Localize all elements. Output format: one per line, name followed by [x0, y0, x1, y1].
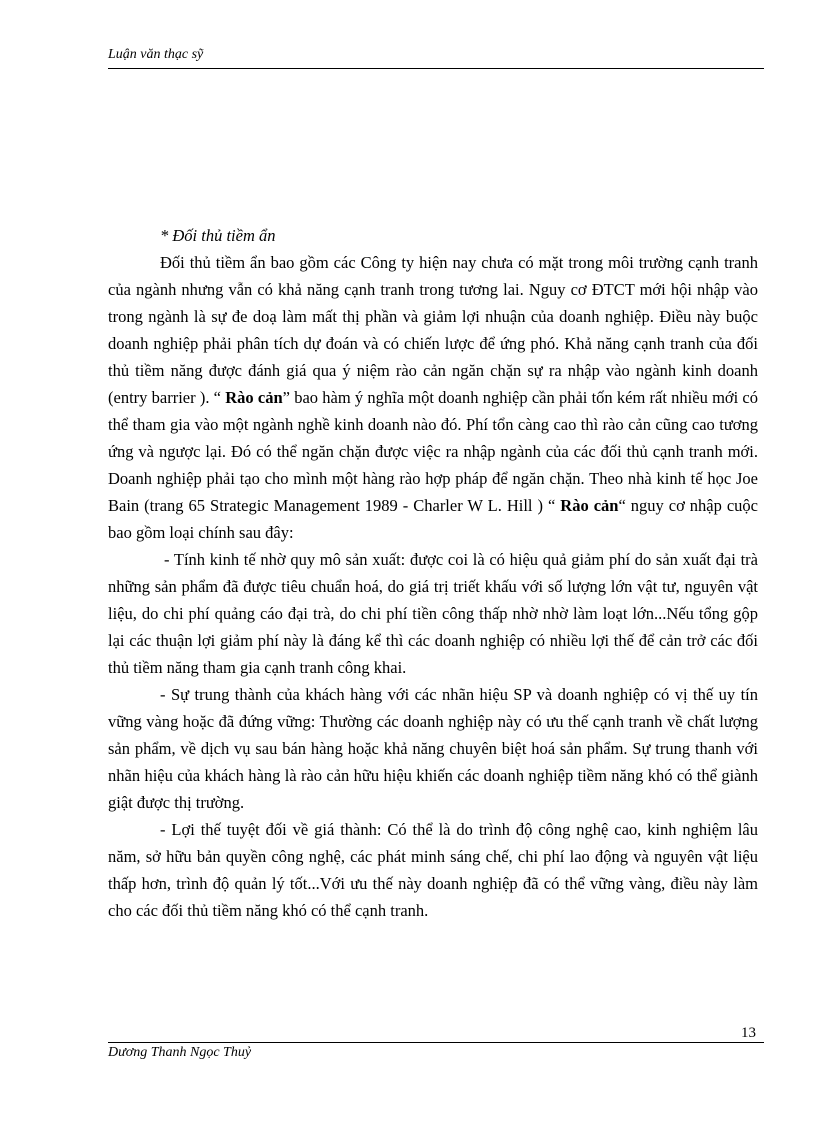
- page-number: 13: [741, 1025, 756, 1041]
- page-content: [108, 222, 758, 924]
- section-heading: * Đối thủ tiềm ẩn: [160, 226, 276, 245]
- paragraph-text: “ nguy cơ nhập cuộc bao gồm loại chính sau đây:: [108, 496, 758, 542]
- bullet-economies-of-scale: - Tính kinh tế nhờ quy mô sản xuất: được coi là có hiệu quả giảm phí do sản xuất đại trà những sản phẩm đã được tiêu chuẩn hoá, do giá trị triết khấu với số lượng lớn vật tư, nguyên vật liệu, do chi phí quảng cáo đại trà, do chi phí tiền công thấp nhờ nhờ làm loạt lớn...Nếu tổng gộp lại các thuận lợi giảm phí này là đáng kể thì các doanh nghiệp có nhiều lợi thế để cản trở các đối thủ tiềm năng tham gia cạnh tranh công khai.: [108, 550, 758, 677]
- paragraph-text: Đối thủ tiềm ẩn bao gồm các Công ty hiện nay chưa có mặt trong môi trường cạnh tranh của ngành nhưng vẫn có khả năng cạnh tranh trong tương lai. Nguy cơ ĐTCT mới hội nhập vào trong ngành là sự đe doạ làm mất thị phần và giảm lợi nhuận của doanh nghiệp. Điều này buộc doanh nghiệp phải phân tích dự đoán và có chiến lược để ứng phó. Khả năng cạnh tranh của đối thủ tiềm năng được đánh giá qua ý niệm rào cản ngăn chặn sự ra nhập vào ngành kinh doanh (entry barrier ). “: [108, 253, 758, 407]
- bold-term: Rào cản: [225, 388, 283, 407]
- header-title: Luận văn thạc sỹ: [108, 47, 204, 62]
- intro-paragraph: [108, 249, 758, 546]
- bullet-cost-advantage: - Lợi thế tuyệt đối về giá thành: Có thể là do trình độ công nghệ cao, kinh nghiệm lâu năm, sở hữu bản quyền công nghệ, các phát minh sáng chế, chi phí lao động và nguyên vật liệu thấp hơn, trình độ quản lý tốt...Với ưu thế này doanh nghiệp đã có thể vững vàng, điều này làm cho các đối thủ tiềm năng khó có thể cạnh tranh.: [108, 820, 758, 920]
- header-rule: [108, 68, 764, 69]
- footer-rule: [108, 1042, 764, 1043]
- footer-author: Dương Thanh Ngọc Thuỷ: [108, 1045, 252, 1060]
- paragraph-text: ” bao hàm ý nghĩa một doanh nghiệp cần phải tốn kém rất nhiều mới có thể tham gia vào một ngành nghề kinh doanh nào đó. Phí tổn càng cao thì rào cản cũng cao tương ứng và ngược lại. Đó có thể ngăn chặn được việc ra nhập ngành của các đối thủ cạnh tranh mới. Doanh nghiệp phải tạo cho mình một hàng rào hợp pháp để ngăn chặn. Theo nhà kinh tế học Joe Bain (trang 65 Strategic Management 1989 - Charler W L. Hill ) “: [108, 388, 759, 515]
- bullet-customer-loyalty: - Sự trung thành của khách hàng với các nhãn hiệu SP và doanh nghiệp có vị thế uy tín vững vàng hoặc đã đứng vững: Thường các doanh nghiệp này có ưu thế cạnh tranh về chất lượng sản phẩm, về dịch vụ sau bán hàng hoặc khả năng chuyên biệt hoá sản phẩm. Sự trung thanh với nhãn hiệu của khách hàng là rào cản hữu hiệu khiến các doanh nghiệp tiềm năng khó có thể giành giật được thị trường.: [108, 685, 758, 812]
- bold-term: Rào cản: [560, 496, 619, 515]
